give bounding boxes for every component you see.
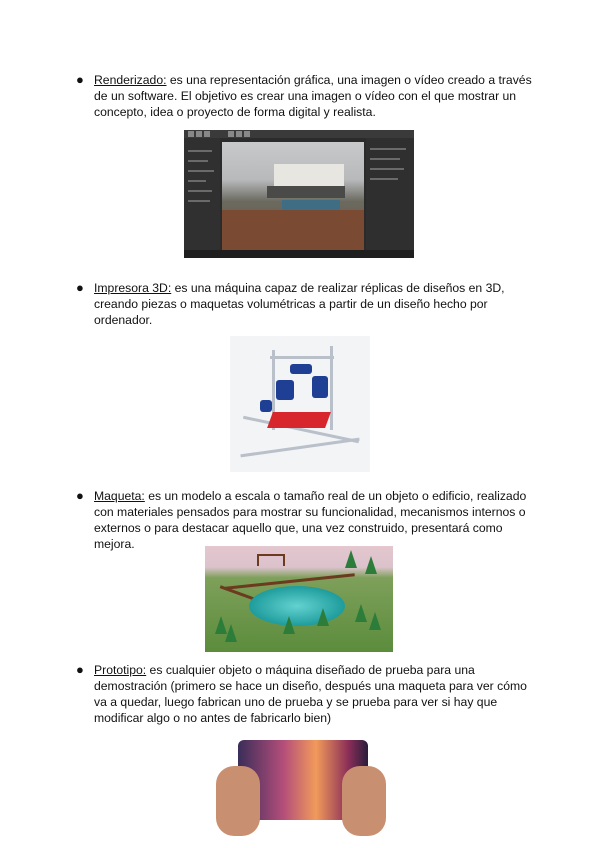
term-maqueta: Maqueta:	[94, 489, 145, 503]
definition-renderizado: es una representación gráfica, una imagen o vídeo creado a través de un software. El objetivo es crear una imagen o vídeo con el que mostrar un concepto, idea o proyecto de forma digital y realista.	[94, 73, 532, 119]
item-text	[94, 488, 536, 552]
list-item-renderizado	[76, 72, 536, 120]
list-item-maqueta	[76, 488, 536, 552]
maqueta-image	[205, 546, 393, 652]
bullet: ●	[76, 662, 84, 677]
term-renderizado: Renderizado:	[94, 73, 167, 87]
list-item-impresora-3d	[76, 280, 536, 328]
definition-impresora-3d: es una máquina capaz de realizar réplicas de diseños en 3D, creando piezas o maquetas volumétricas a partir de un diseño hecho por ordenador.	[94, 281, 505, 327]
render-screenshot-image	[184, 130, 414, 258]
bullet: ●	[76, 488, 84, 503]
term-prototipo: Prototipo:	[94, 663, 147, 677]
list-item-prototipo	[76, 662, 536, 726]
item-text	[94, 280, 536, 328]
item-text	[94, 72, 536, 120]
definition-maqueta: es un modelo a escala o tamaño real de un objeto o edificio, realizado con materiales pensados para mostrar su funcionalidad, mecanismos internos o externos o para destacar aquello que, una vez construido, presentará como mejora.	[94, 489, 527, 551]
term-impresora-3d: Impresora 3D:	[94, 281, 172, 295]
bullet: ●	[76, 72, 84, 87]
definition-prototipo: es cualquier objeto o máquina diseñado de prueba para una demostración (primero se hace un diseño, después una maqueta para ver cómo va a quedar, luego fabrican uno de prueba y se prueba para ver si hay que modificar algo o no antes de fabricarlo bien)	[94, 663, 527, 725]
prototipo-image	[212, 736, 388, 840]
bullet: ●	[76, 280, 84, 295]
3d-printer-image	[230, 336, 370, 472]
item-text	[94, 662, 536, 726]
